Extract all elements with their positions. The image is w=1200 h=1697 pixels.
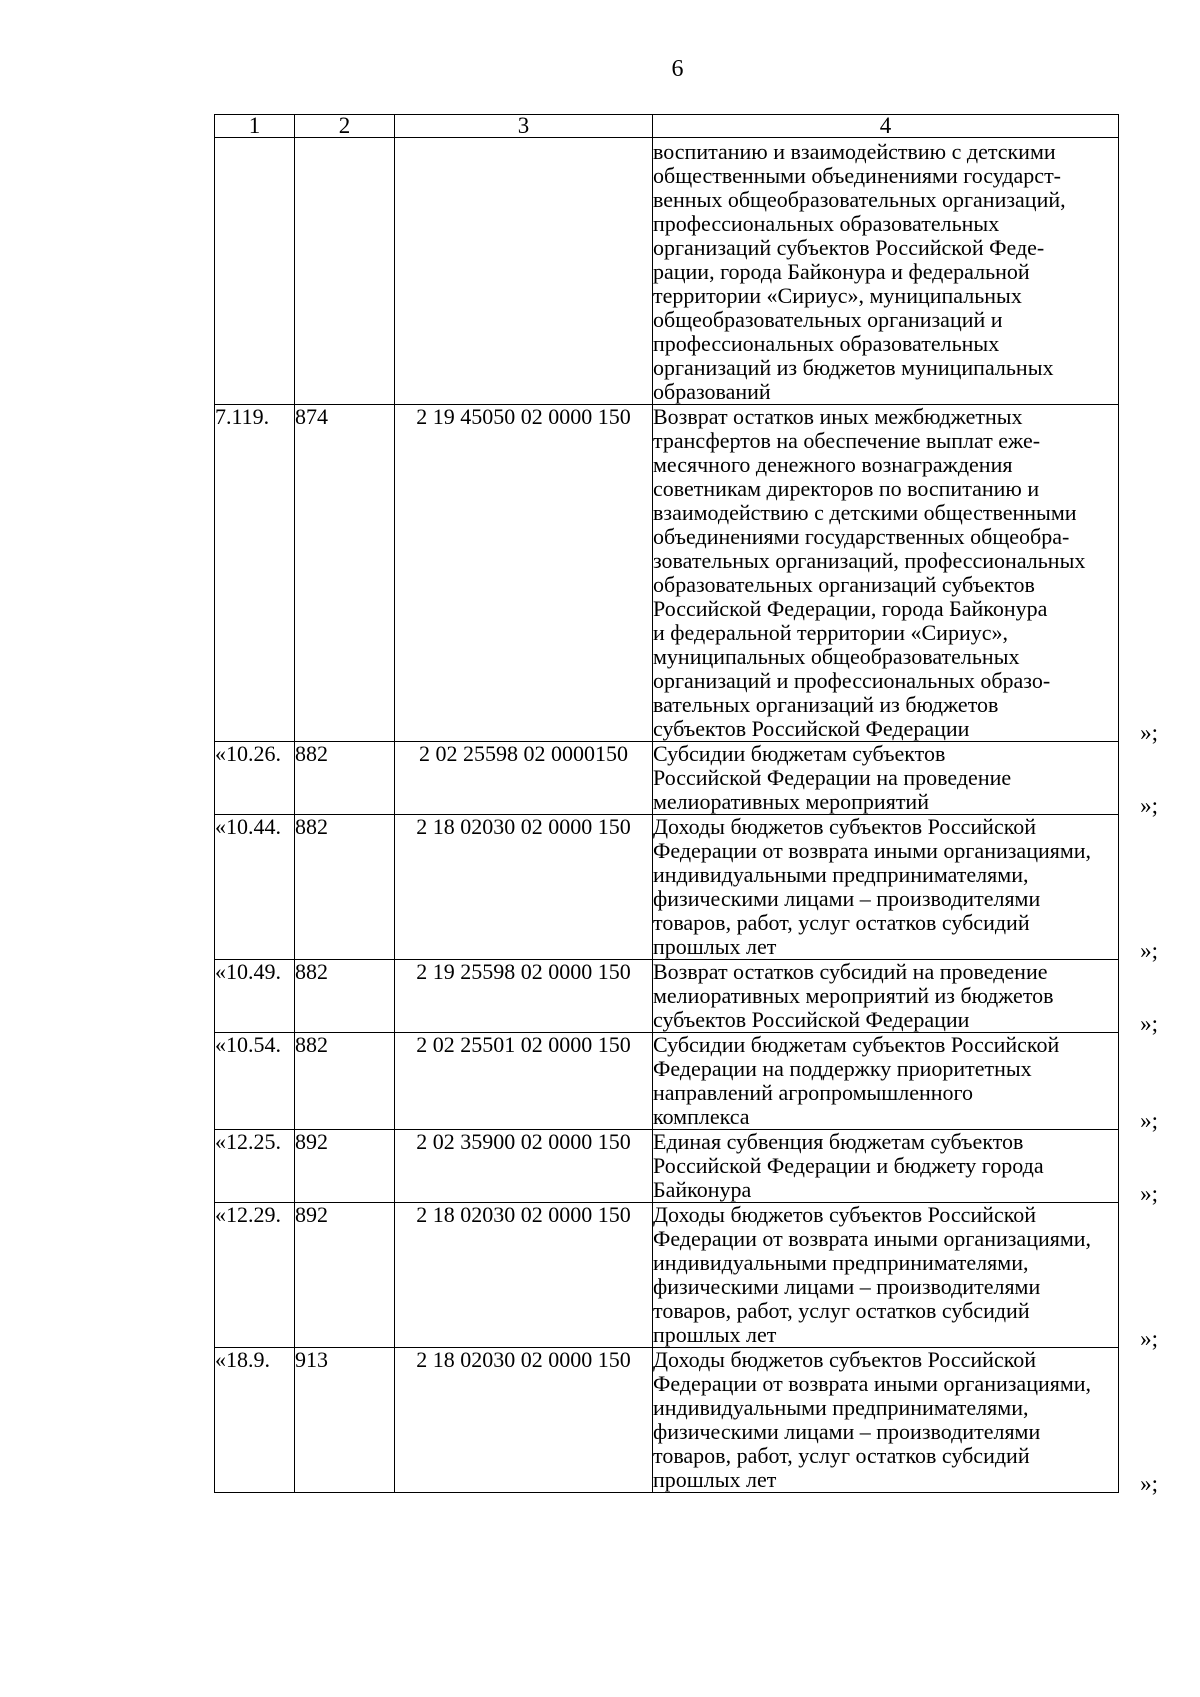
revenue-code: 2 18 02030 02 0000 150 [395, 1348, 653, 1493]
closing-quote: »; [1140, 1011, 1158, 1036]
column-header: 1 [215, 115, 295, 138]
revenue-code: 2 02 25598 02 0000150 [395, 742, 653, 815]
table-row [215, 1130, 1119, 1203]
table-row [215, 405, 1119, 742]
page-number: 6 [671, 56, 684, 82]
row-number: «10.54. [215, 1033, 295, 1130]
row-number: «18.9. [215, 1348, 295, 1493]
description-cell [653, 1129, 1158, 1206]
table-row [215, 742, 1119, 815]
row-number: 7.119. [215, 405, 295, 742]
description-cell [653, 814, 1158, 963]
column-header: 4 [653, 115, 1119, 138]
revenue-code: 2 02 35900 02 0000 150 [395, 1130, 653, 1203]
table-row [215, 1203, 1119, 1348]
description-cell [653, 404, 1158, 745]
row-number: «12.25. [215, 1130, 295, 1203]
administrator-code: 882 [295, 960, 395, 1033]
row-number: «12.29. [215, 1203, 295, 1348]
table-header-row [215, 115, 1119, 138]
column-header: 2 [295, 115, 395, 138]
administrator-code: 892 [295, 1203, 395, 1348]
description-text: Доходы бюджетов субъектов Российской Федерации от возврата иными организациями, индивидуальными предпринимателями, физическими лицами – производителями товаров, работ, услуг остатков субсидий прошлых лет [653, 1347, 1092, 1492]
row-number: «10.44. [215, 815, 295, 960]
description-text: Субсидии бюджетам субъектов Российской Федерации на поддержку приоритетных направлений агропромышленного комплекса [653, 1032, 1060, 1129]
description-text: воспитанию и взаимодействию с детскими общественными объединениями государст- венных общеобразовательных организаций, профессиональных образовательных организаций субъектов Российской Феде- рации, города Байконура и федеральной территории «Сириус», муниципальных общеобразовательных организаций и профессиональных образовательных организаций из бюджетов муниципальных образований [653, 139, 1066, 404]
closing-quote: »; [1140, 1326, 1158, 1351]
administrator-code: 913 [295, 1348, 395, 1493]
description-cell [653, 1202, 1158, 1351]
table-row [215, 960, 1119, 1033]
codes-table [214, 113, 1158, 1496]
description-cell [653, 1032, 1158, 1133]
administrator-code: 882 [295, 815, 395, 960]
description-text: Субсидии бюджетам субъектов Российской Федерации на проведение мелиоративных мероприятий [653, 741, 1012, 814]
revenue-code: 2 18 02030 02 0000 150 [395, 1203, 653, 1348]
revenue-code: 2 19 45050 02 0000 150 [395, 405, 653, 742]
administrator-code [295, 138, 395, 405]
revenue-code: 2 18 02030 02 0000 150 [395, 815, 653, 960]
closing-quote: »; [1140, 720, 1158, 745]
administrator-code: 892 [295, 1130, 395, 1203]
administrator-code: 874 [295, 405, 395, 742]
revenue-code: 2 02 25501 02 0000 150 [395, 1033, 653, 1130]
description-text: Возврат остатков иных межбюджетных трансфертов на обеспечение выплат еже- месячного денежного вознаграждения советникам директоров по воспитанию и взаимодействию с детскими общественными объединениями государственных общеобра- зовательных организаций, профессиональных образовательных организаций субъектов Российской Федерации, города Байконура и федеральной территории «Сириус», муниципальных общеобразовательных организаций и профессиональных образо- вательных организаций из бюджетов субъектов Российской Федерации [653, 404, 1086, 741]
row-number: «10.26. [215, 742, 295, 815]
row-number [215, 138, 295, 405]
description-cell [653, 1347, 1158, 1496]
closing-quote: »; [1140, 1471, 1158, 1496]
column-header: 3 [395, 115, 653, 138]
closing-quote: »; [1140, 938, 1158, 963]
description-cell [653, 741, 1158, 818]
description-text: Доходы бюджетов субъектов Российской Федерации от возврата иными организациями, индивидуальными предпринимателями, физическими лицами – производителями товаров, работ, услуг остатков субсидий прошлых лет [653, 814, 1092, 959]
administrator-code: 882 [295, 1033, 395, 1130]
closing-quote: »; [1140, 793, 1158, 818]
revenue-code [395, 138, 653, 405]
description-cell [653, 959, 1158, 1036]
closing-quote: »; [1140, 1108, 1158, 1133]
closing-quote: »; [1140, 1181, 1158, 1206]
row-number: «10.49. [215, 960, 295, 1033]
administrator-code: 882 [295, 742, 395, 815]
description-text: Доходы бюджетов субъектов Российской Федерации от возврата иными организациями, индивидуальными предпринимателями, физическими лицами – производителями товаров, работ, услуг остатков субсидий прошлых лет [653, 1202, 1092, 1347]
description-text: Возврат остатков субсидий на проведение мелиоративных мероприятий из бюджетов субъектов Российской Федерации [653, 959, 1054, 1032]
table-row [215, 815, 1119, 960]
revenue-code: 2 19 25598 02 0000 150 [395, 960, 653, 1033]
table-row [215, 1033, 1119, 1130]
table-row [215, 1348, 1119, 1493]
table-row [215, 138, 1119, 405]
description-text: Единая субвенция бюджетам субъектов Российской Федерации и бюджету города Байконура [653, 1129, 1044, 1202]
description-cell [653, 138, 1119, 405]
